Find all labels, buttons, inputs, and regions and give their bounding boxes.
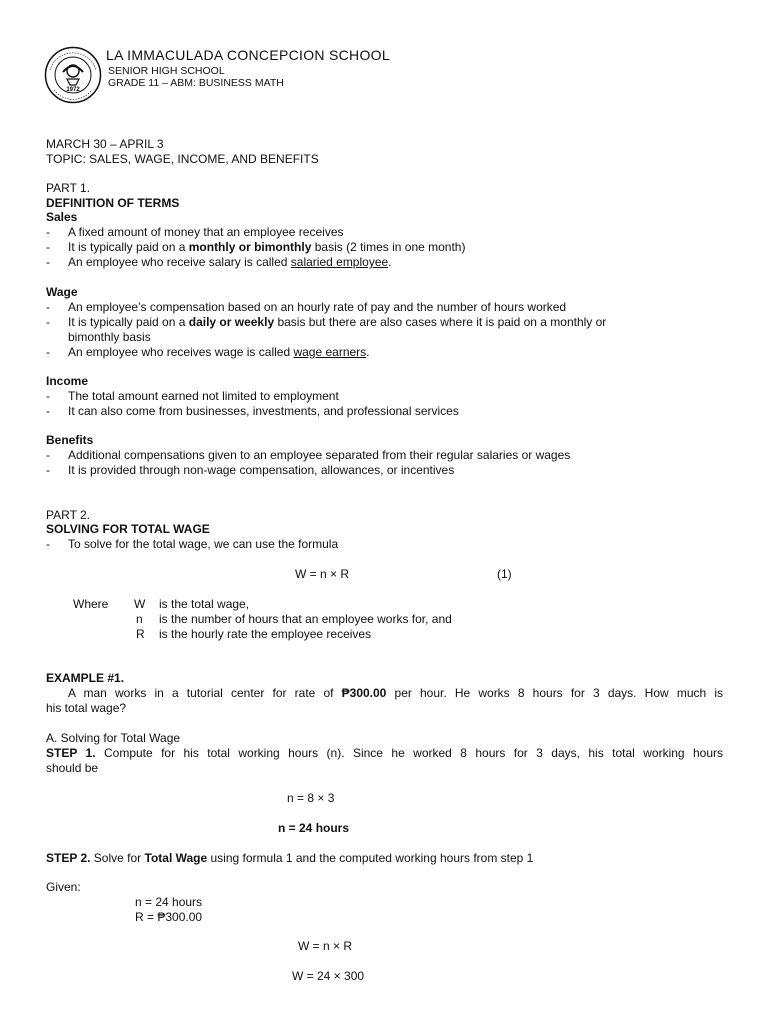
calc-n-result: n = 24 hours [278,821,350,835]
calc-w-formula: W = n × R [298,939,353,953]
bullet-dash: - [46,255,50,269]
given-label: Given: [46,880,81,894]
bullet-dash: - [46,537,50,551]
n-symbol: n [136,612,143,626]
sales-bullet-2: It is typically paid on a monthly or bimonthly basis (2 times in one month) [68,240,466,254]
part2-heading: SOLVING FOR TOTAL WAGE [46,522,210,536]
calc-n-expression: n = 8 × 3 [287,791,335,805]
school-level: SENIOR HIGH SCHOOL [108,65,225,77]
benefits-title: Benefits [46,433,94,447]
part1-heading: DEFINITION OF TERMS [46,196,180,210]
r-symbol: R [136,627,145,641]
given-r: R = ₱300.00 [135,910,203,924]
example-title: EXAMPLE #1. [46,671,125,685]
given-n: n = 24 hours [135,895,203,909]
wage-title: Wage [46,285,78,299]
part2-bullet-1: To solve for the total wage, we can use the formula [68,537,339,551]
part1-label: PART 1. [46,181,91,195]
sales-bullet-1: A fixed amount of money that an employee receives [68,225,344,239]
step1-cont: should be [46,761,99,775]
r-definition: is the hourly rate the employee receives [159,627,372,641]
part2-label: PART 2. [46,508,91,522]
wage-bullet-1: An employee’s compensation based on an hourly rate of pay and the number of hours worked [68,300,567,314]
bullet-dash: - [46,404,50,418]
sales-bullet-3: An employee who receive salary is called salaried employee. [68,255,392,269]
example-question-line1: A man works in a tutorial center for rate of ₱300.00 per hour. He works 8 hours for 3 days. How much is [68,686,723,700]
sales-title: Sales [46,210,78,224]
income-bullet-2: It can also come from businesses, investments, and professional services [68,404,459,418]
grade-subject: GRADE 11 – ABM: BUSINESS MATH [108,77,284,89]
part-a-heading: A. Solving for Total Wage [46,731,181,745]
calc-w-substitution: W = 24 × 300 [292,969,365,983]
w-definition: is the total wage, [159,597,250,611]
wage-bullet-2: It is typically paid on a daily or weekly basis but there are also cases where it is paid on a monthly or [68,315,607,329]
step1-line: STEP 1. Compute for his total working hours (n). Since he worked 8 hours for 3 days, his total working hours [46,746,724,760]
topic: TOPIC: SALES, WAGE, INCOME, AND BENEFITS [46,152,319,166]
date-range: MARCH 30 – APRIL 3 [46,137,164,151]
bullet-dash: - [46,240,50,254]
w-symbol: W [134,597,146,611]
bullet-dash: - [46,389,50,403]
bullet-dash: - [46,345,50,359]
formula-number: (1) [497,567,512,581]
bullet-dash: - [46,448,50,462]
bullet-dash: - [46,463,50,477]
wage-bullet-3: An employee who receives wage is called wage earners. [68,345,370,359]
where-label: Where [73,597,109,611]
school-seal-logo [44,46,102,104]
wage-bullet-2-cont: bimonthly basis [68,330,151,344]
bullet-dash: - [46,225,50,239]
svg-text:1972: 1972 [66,87,80,93]
bullet-dash: - [46,300,50,314]
school-name: LA IMMACULADA CONCEPCION SCHOOL [106,47,390,63]
income-title: Income [46,374,89,388]
bullet-dash: - [46,315,50,329]
step2-line: STEP 2. Solve for Total Wage using formula 1 and the computed working hours from step 1 [46,851,534,865]
income-bullet-1: The total amount earned not limited to employment [68,389,339,403]
benefits-bullet-1: Additional compensations given to an employee separated from their regular salaries or wages [68,448,571,462]
example-question-line2: his total wage? [46,701,127,715]
benefits-bullet-2: It is provided through non-wage compensation, allowances, or incentives [68,463,455,477]
formula: W = n × R [295,567,350,581]
n-definition: is the number of hours that an employee works for, and [159,612,452,626]
